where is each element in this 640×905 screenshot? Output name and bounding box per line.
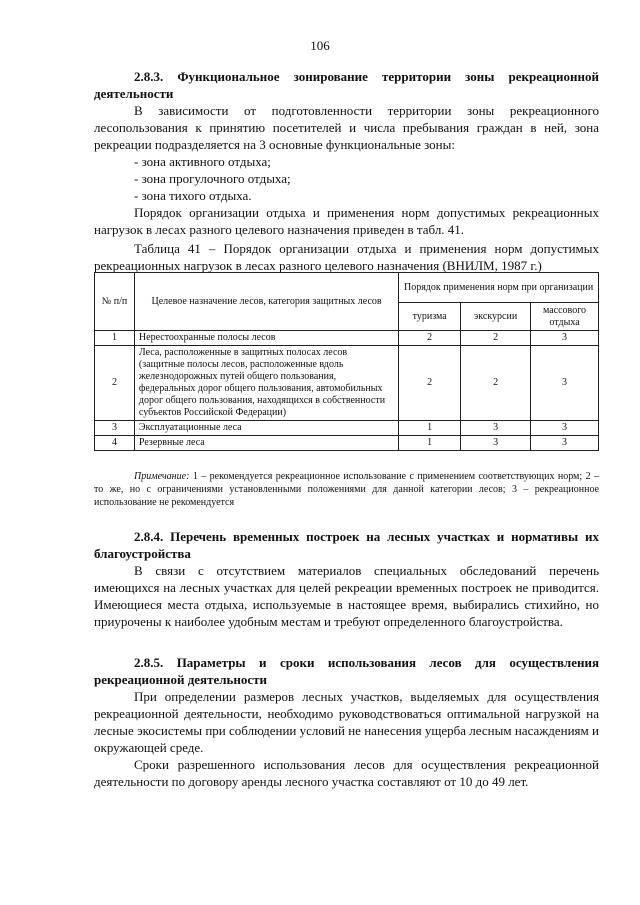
row-mass: 3 [531,331,599,346]
table-note [94,470,599,509]
row-num: 3 [95,421,135,436]
section-2-8-5 [94,654,599,790]
section-2-8-5-text2: Сроки разрешенного использования лесов для осуществления рекреационной деятельности по договору аренды лесного участка составляют от 10 до 49 лет. [94,757,599,789]
row-tourism: 2 [399,346,461,421]
table-row [95,346,599,421]
row-tourism: 1 [399,436,461,451]
zones-list [94,153,599,204]
section-2-8-3-intro: В зависимости от подготовленности территории зоны рекреационного лесопользования к принятию посетителей и числа пребывания граждан в ней, зона рекреации подразделяется на 3 основные функциональные зоны: [94,103,599,152]
header-num: № п/п [95,273,135,331]
row-tourism: 1 [399,421,461,436]
section-2-8-4-heading: 2.8.4. Перечень временных построек на лесных участках и нормативы их благоустройства [94,529,599,561]
row-excursions: 2 [461,331,531,346]
section-2-8-3-order-text: Порядок организации отдыха и применения норм допустимых рекреационных нагрузок в лесах разного целевого назначения приведен в табл. 41. [94,205,599,237]
page-number: 106 [310,38,330,53]
section-2-8-3-heading: 2.8.3. Функциональное зонирование территории зоны рекреационной деятельности [94,69,599,101]
section-2-8-5-text1: При определении размеров лесных участков, выделяемых для осуществления рекреационной деятельности, необходимо руководствоваться оптимальной нагрузкой на лесные экосистемы при соблюдении условий не нанесения ущерба лесным насаждениям и окружающей среде. [94,689,599,755]
table-row [95,331,599,346]
section-2-8-4-text: В связи с отсутствием материалов специальных обследований перечень имеющихся на лесных участках для целей рекреации временных построек не приводится. Имеющиеся места отдыха, используемые в настоящее время, выбирались стихийно, но приурочены к наиболее удобным местам и требуют определенного благоустройства. [94,563,599,629]
row-tourism: 2 [399,331,461,346]
row-excursions: 3 [461,421,531,436]
section-2-8-3 [94,68,599,274]
row-num: 1 [95,331,135,346]
section-2-8-4 [94,528,599,630]
note-label: Примечание: [134,471,190,482]
row-mass: 3 [531,421,599,436]
zone-item: - зона активного отдыха; [134,154,271,169]
zone-item: - зона прогулочного отдыха; [134,171,291,186]
row-excursions: 3 [461,436,531,451]
header-group: Порядок применения норм при организации [399,273,599,303]
row-purpose: Резервные леса [134,436,398,451]
header-tourism: туризма [399,303,461,331]
table-41 [94,272,599,451]
row-excursions: 2 [461,346,531,421]
note-text: 1 – рекомендуется рекреационное использование с применением соответствующих норм; 2 – то же, но с ограничениями установленными положениями для данной категории лесов; 3 – рекреационное использование не рекомендуется [94,471,600,508]
zone-item: - зона тихого отдыха. [134,188,252,203]
row-purpose: Леса, расположенные в защитных полосах лесов (защитные полосы лесов, расположенные вдоль железнодорожных путей общего пользования, федеральных дорог общего пользования, автомобильных дорог общего пользования, находящихся в собственности субъектов Российской Федерации) [134,346,398,421]
header-mass: массового отдыха [531,303,599,331]
header-excursions: экскурсии [461,303,531,331]
row-mass: 3 [531,436,599,451]
table-caption: Таблица 41 – Порядок организации отдыха и применения норм допустимых рекреационных нагрузок в лесах разного целевого назначения (ВНИЛМ, 1987 г.) [94,241,599,273]
row-purpose: Нерестоохранные полосы лесов [134,331,398,346]
table-row [95,436,599,451]
header-purpose: Целевое назначение лесов, категория защитных лесов [134,273,398,331]
row-purpose: Эксплуатационные леса [134,421,398,436]
section-2-8-5-heading: 2.8.5. Параметры и сроки использования лесов для осуществления рекреационной деятельности [94,655,599,687]
row-num: 2 [95,346,135,421]
table-row [95,421,599,436]
row-mass: 3 [531,346,599,421]
row-num: 4 [95,436,135,451]
